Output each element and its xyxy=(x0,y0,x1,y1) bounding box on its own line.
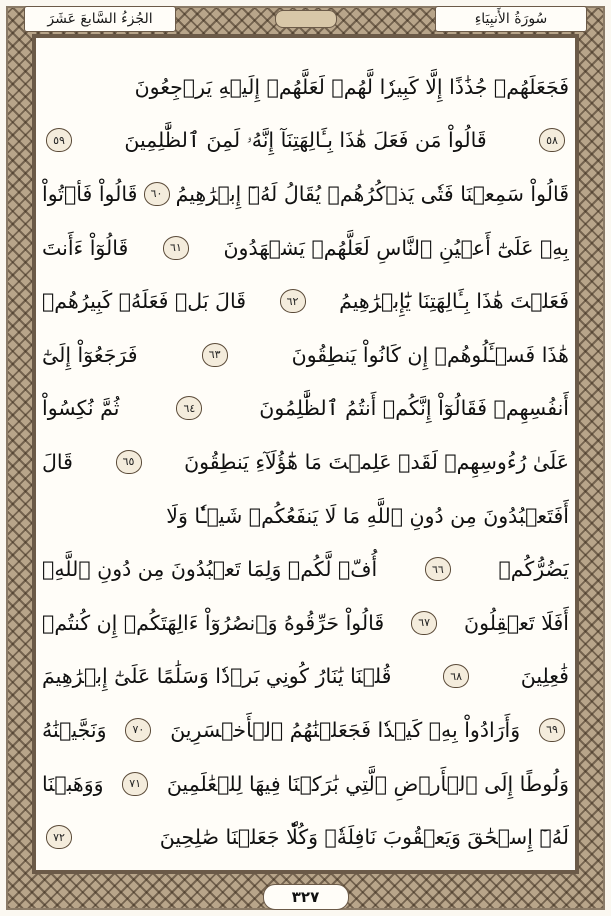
verse-text: فَجَعَلَهُمۡ جُذَٰذًا إِلَّا كَبِيرٗا لَّهُمۡ لَعَلَّهُمۡ إِلَيۡهِ يَرۡجِعُونَ xyxy=(134,74,569,99)
verse-text: قَالُوٓاْ ءَأَنتَ xyxy=(42,235,129,260)
page-number: ٣٢٧ xyxy=(263,884,349,910)
verse-text: أَفَلَا تَعۡقِلُونَ xyxy=(464,610,569,635)
verse-text: يَضُرُّكُمۡ xyxy=(498,557,569,582)
page-header xyxy=(24,6,587,32)
verse-text: لَهُۥٓ إِسۡحَٰقَ وَيَعۡقُوبَ نَافِلَةٗۖ وَكُلّٗا جَعَلۡنَا صَٰلِحِينَ xyxy=(159,825,569,850)
verse-line xyxy=(42,703,569,757)
verse-text: قَالَ بَلۡ فَعَلَهُۥ كَبِيرُهُمۡ xyxy=(42,289,246,314)
verse-text: أَفَتَعۡبُدُونَ مِن دُونِ ٱللَّهِ مَا لَا يَنفَعُكُمۡ شَيۡـٔٗا وَلَا xyxy=(166,503,569,528)
verse-text: قَالُواْ فَأۡتُواْ xyxy=(42,181,138,206)
verse-number-marker: ٦٩ xyxy=(539,718,565,742)
verse-lines xyxy=(42,60,569,864)
verse-line xyxy=(42,274,569,328)
verse-number-marker: ٦٥ xyxy=(116,450,142,474)
verse-line xyxy=(42,382,569,436)
header-ornament xyxy=(275,10,337,28)
verse-line xyxy=(42,221,569,275)
verse-line xyxy=(42,596,569,650)
verse-line xyxy=(42,435,569,489)
verse-number-marker: ٦٢ xyxy=(280,289,306,313)
juz-label: الجُزءُ السَّابعَ عَشَرَ xyxy=(24,6,176,32)
verse-text: قَالُواْ حَرِّقُوهُ وَٱنصُرُوٓاْ ءَالِهَتَكُمۡ إِن كُنتُمۡ xyxy=(42,610,385,635)
verse-text: أُفّٖ لَّكُمۡ وَلِمَا تَعۡبُدُونَ مِن دُونِ ٱللَّهِۚ xyxy=(42,557,378,582)
verse-line xyxy=(42,60,569,114)
verse-text: عَلَىٰ رُءُوسِهِمۡ لَقَدۡ عَلِمۡتَ مَا هَٰٓؤُلَآءِ يَنطِقُونَ xyxy=(184,449,569,474)
verse-line xyxy=(42,114,569,168)
verse-number-marker: ٦٧ xyxy=(411,611,437,635)
verse-text: فَٰعِلِينَ xyxy=(520,664,569,689)
verse-number-marker: ٦١ xyxy=(163,236,189,260)
verse-text: قُلۡنَا يَٰنَارُ كُونِي بَرۡدٗا وَسَلَٰمًا عَلَىٰٓ إِبۡرَٰهِيمَ xyxy=(42,664,392,689)
verse-number-marker: ٦٦ xyxy=(425,557,451,581)
verse-text: بِهِۦ عَلَىٰٓ أَعۡيُنِ ٱلنَّاسِ لَعَلَّهُمۡ يَشۡهَدُونَ xyxy=(223,235,569,260)
verse-line xyxy=(42,757,569,811)
verse-text: فَعَلۡتَ هَٰذَا بِـَٔالِهَتِنَا يَٰٓإِبۡرَٰهِيمُ xyxy=(339,289,569,314)
verse-number-marker: ٦٠ xyxy=(144,182,170,206)
verse-text: ثُمَّ نُكِسُواْ xyxy=(42,396,120,421)
verse-text: فَرَجَعُوٓاْ إِلَىٰٓ xyxy=(42,342,138,367)
verse-text: وَوَهَبۡنَا xyxy=(42,771,104,796)
verse-text: قَالُواْ سَمِعۡنَا فَتٗى يَذۡكُرُهُمۡ يُقَالُ لَهُۥٓ إِبۡرَٰهِيمُ xyxy=(175,181,569,206)
verse-text: قَالُواْ مَن فَعَلَ هَٰذَا بِـَٔالِهَتِنَآ إِنَّهُۥ لَمِنَ ٱلظَّٰلِمِينَ xyxy=(124,127,487,152)
verse-line xyxy=(42,810,569,864)
verse-number-marker: ٦٨ xyxy=(443,664,469,688)
verse-number-marker: ٧١ xyxy=(122,772,148,796)
verse-text: وَنَجَّيۡنَٰهُ xyxy=(42,717,107,742)
text-area xyxy=(36,38,575,870)
verse-line xyxy=(42,167,569,221)
verse-number-marker: ٦٤ xyxy=(176,396,202,420)
verse-number-marker: ٥٩ xyxy=(46,128,72,152)
verse-line xyxy=(42,650,569,704)
verse-text: قَالَ xyxy=(42,449,73,474)
verse-number-marker: ٥٨ xyxy=(539,128,565,152)
verse-line xyxy=(42,542,569,596)
verse-number-marker: ٧٢ xyxy=(46,825,72,849)
verse-text: أَنفُسِهِمۡ فَقَالُوٓاْ إِنَّكُمۡ أَنتُمُ ٱلظَّٰلِمُونَ xyxy=(259,396,569,421)
verse-text: وَأَرَادُواْ بِهِۦ كَيۡدٗا فَجَعَلۡنَٰهُمُ ٱلۡأَخۡسَرِينَ xyxy=(170,717,521,742)
verse-number-marker: ٦٣ xyxy=(202,343,228,367)
verse-text: هَٰذَا فَسۡـَٔلُوهُمۡ إِن كَانُواْ يَنطِقُونَ xyxy=(291,342,569,367)
verse-line xyxy=(42,489,569,543)
surah-label: سُورَةُ الأَنبِيَاءِ xyxy=(435,6,587,32)
verse-number-marker: ٧٠ xyxy=(125,718,151,742)
verse-line xyxy=(42,328,569,382)
verse-text: وَلُوطًا إِلَى ٱلۡأَرۡضِ ٱلَّتِي بَٰرَكۡنَا فِيهَا لِلۡعَٰلَمِينَ xyxy=(166,771,569,796)
